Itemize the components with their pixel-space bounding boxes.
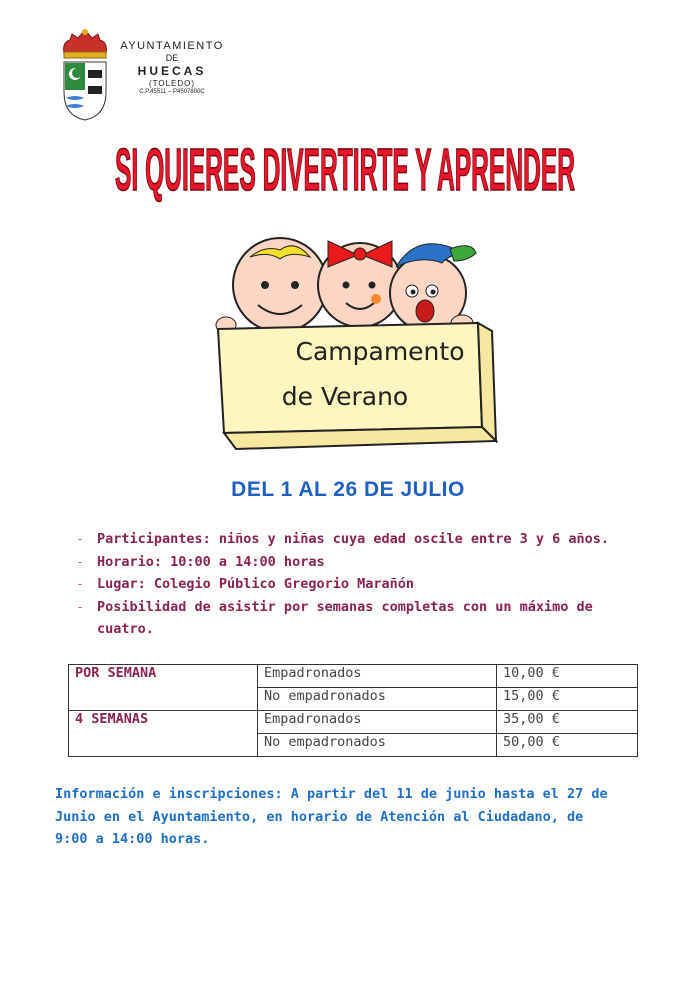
list-item	[76, 573, 616, 596]
dash-bullet: -	[76, 531, 85, 547]
headline-text: SI QUIERES DIVERTIRTE Y APRENDER	[115, 137, 576, 204]
list-item	[76, 528, 616, 551]
fees-table	[68, 664, 638, 757]
fee-kind: Empadronados	[258, 711, 497, 734]
header-line-2: DE	[165, 53, 179, 63]
list-item	[76, 596, 616, 641]
camp-dates: DEL 1 AL 26 DE JULIO	[231, 478, 465, 501]
sign-line-1: Campamento	[295, 337, 465, 366]
fee-price: 15,00 €	[497, 688, 638, 711]
header-line-5: C.P.45511 – P4507800C	[139, 89, 205, 95]
list-item	[76, 551, 616, 574]
municipality-header	[112, 40, 232, 95]
fee-price: 35,00 €	[497, 711, 638, 734]
municipal-crest-icon	[58, 26, 112, 122]
detail-weeks: Posibilidad de asistir por semanas completas con un máximo de cuatro.	[97, 598, 593, 637]
girl-bow-face-icon	[318, 241, 402, 327]
sign-line-2: de Verano	[281, 382, 409, 411]
header-line-1: AYUNTAMIENTO	[120, 40, 224, 52]
header-line-3: HUECAS	[137, 64, 207, 78]
detail-schedule: Horario: 10:00 a 14:00 horas	[97, 553, 325, 570]
table-row	[69, 711, 638, 734]
dash-bullet: -	[76, 598, 85, 615]
dash-bullet: -	[76, 553, 85, 570]
fee-price: 50,00 €	[497, 734, 638, 757]
fee-kind: No empadronados	[258, 734, 497, 757]
header-line-4: (TOLEDO)	[148, 79, 196, 88]
boy-blonde-face-icon	[233, 238, 327, 332]
fee-price: 10,00 €	[497, 665, 638, 688]
headline	[110, 135, 580, 205]
fee-kind: No empadronados	[258, 688, 497, 711]
fee-group-label: POR SEMANA	[69, 665, 258, 711]
summer-camp-illustration	[210, 205, 510, 455]
detail-location: Lugar: Colegio Público Gregorio Marañón	[97, 576, 414, 592]
fee-kind: Empadronados	[258, 665, 497, 688]
detail-participants: Participantes: niños y niñas cuya edad oscile entre 3 y 6 años.	[97, 531, 610, 547]
table-row	[69, 665, 638, 688]
registration-info: Información e inscripciones: A partir del 11 de junio hasta el 27 de Junio en el Ayuntamiento, en horario de Atención al Ciudadano, de 9:00 a 14:00 horas.	[55, 786, 608, 847]
details-list	[76, 528, 616, 641]
dash-bullet: -	[76, 576, 85, 592]
fee-group-label: 4 SEMANAS	[69, 711, 258, 757]
